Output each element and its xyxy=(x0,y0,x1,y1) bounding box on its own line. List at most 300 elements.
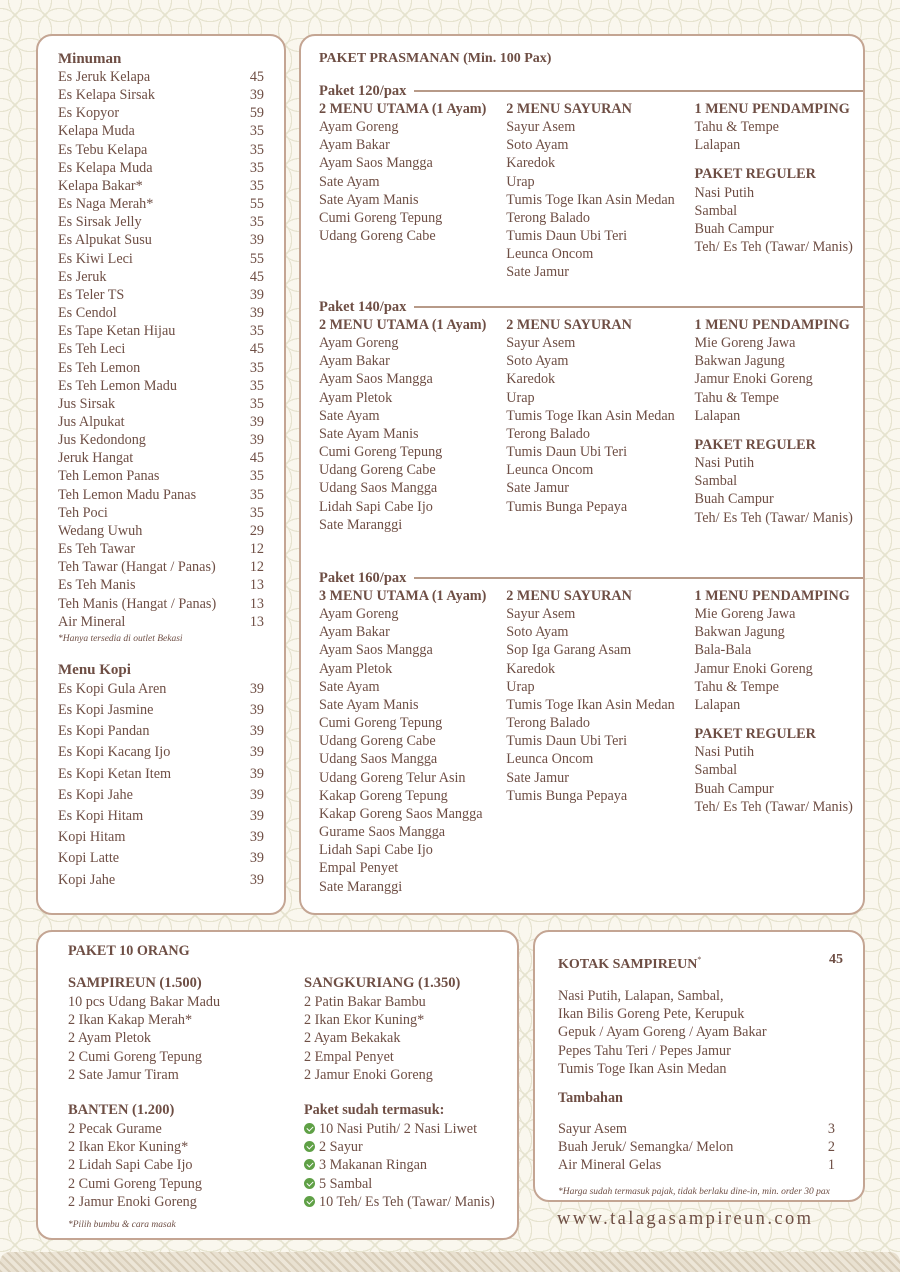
item-price: 3 xyxy=(827,1121,835,1138)
list-item: Sambal xyxy=(694,202,738,219)
list-item xyxy=(58,213,264,231)
included-list xyxy=(304,1120,519,1211)
list-item: Karedok xyxy=(506,155,556,172)
item-name: Es Teler TS xyxy=(58,286,125,303)
menu-sayuran-column xyxy=(506,316,694,534)
list-item xyxy=(58,742,264,763)
kotak-contents xyxy=(558,987,839,1078)
item-price: 39 xyxy=(249,702,264,719)
sampireun-title: SAMPIREUN (1.500) xyxy=(68,975,202,991)
item-name: Es Jeruk xyxy=(58,268,107,285)
item-price: 39 xyxy=(249,232,264,249)
paket10-col-left xyxy=(68,973,298,1211)
list-item: Terong Balado xyxy=(506,425,590,442)
sangkuriang-title: SANGKURIANG (1.350) xyxy=(304,975,461,991)
item-name: Teh Poci xyxy=(58,504,108,521)
list-item xyxy=(58,250,264,268)
menu-pendamping-column xyxy=(695,100,863,282)
menu-sayuran-column xyxy=(506,100,694,282)
list-item: 2 Ikan Ekor Kuning* xyxy=(304,1012,425,1029)
list-item: Karedok xyxy=(506,371,556,388)
menu-pendamping-column xyxy=(695,316,863,534)
list-item: Urap xyxy=(506,173,535,190)
list-item xyxy=(58,431,264,449)
list-item: Buah Campur xyxy=(694,220,774,237)
column-heading: 1 MENU PENDAMPING xyxy=(694,317,850,333)
list-item: Sate Ayam Manis xyxy=(319,425,419,442)
item-name: Es Cendol xyxy=(58,305,117,322)
item-name: Buah Jeruk/ Semangka/ Melon xyxy=(558,1139,734,1156)
item-price: 39 xyxy=(249,432,264,449)
item-price: 13 xyxy=(249,577,264,594)
item-price: 35 xyxy=(249,214,264,231)
item-price: 39 xyxy=(249,744,264,761)
item-name: Es Tape Ketan Hijau xyxy=(58,323,176,340)
list-item: Tumis Daun Ubi Teri xyxy=(506,733,628,750)
list-item xyxy=(58,576,264,594)
item-name: Wedang Uwuh xyxy=(58,522,143,539)
list-item: Lidah Sapi Cabe Ijo xyxy=(319,842,433,859)
item-price: 39 xyxy=(249,305,264,322)
paket10-note: *Pilih bumbu & cara masak xyxy=(68,1220,176,1230)
list-item: Gurame Saos Mangga xyxy=(319,824,446,841)
list-item: Sate Ayam Manis xyxy=(319,191,419,208)
content-line: Pepes Tahu Teri / Pepes Jamur xyxy=(558,1042,731,1059)
list-item: Sayur Asem xyxy=(506,335,576,352)
item-price: 39 xyxy=(249,808,264,825)
list-item: 2 Sate Jamur Tiram xyxy=(68,1066,179,1083)
list-item: Leunca Oncom xyxy=(506,246,594,263)
list-item: Terong Balado xyxy=(506,209,590,226)
list-item xyxy=(304,1120,519,1138)
list-item: Udang Goreng Cabe xyxy=(319,733,436,750)
list-item xyxy=(58,268,264,286)
item-name: Teh Lemon Madu Panas xyxy=(58,486,197,503)
list-item: Jamur Enoki Goreng xyxy=(694,660,813,677)
item-label: 3 Makanan Ringan xyxy=(319,1157,427,1174)
list-item: 2 Ayam Pletok xyxy=(68,1030,152,1047)
list-item xyxy=(58,359,264,377)
column-heading: 3 MENU UTAMA (1 Ayam) xyxy=(319,588,487,604)
list-item: Udang Goreng Cabe xyxy=(319,228,436,245)
list-item xyxy=(58,785,264,806)
item-price: 55 xyxy=(249,250,264,267)
paket-10-orang-panel xyxy=(36,930,519,1240)
minuman-title: Minuman xyxy=(58,51,122,67)
list-item: Tahu & Tempe xyxy=(694,119,779,136)
item-name: Es Kopi Pandan xyxy=(58,723,150,740)
list-item: Udang Saos Mangga xyxy=(319,751,438,768)
tambahan-title: Tambahan xyxy=(558,1090,623,1107)
item-price: 39 xyxy=(249,413,264,430)
banten-list xyxy=(68,1120,298,1211)
list-item xyxy=(58,764,264,785)
list-item xyxy=(58,340,264,358)
list-item: Ayam Bakar xyxy=(319,353,390,370)
kotak-note: *Harga sudah termasuk pajak, tidak berlaku dine-in, min. order 30 pax xyxy=(558,1186,830,1197)
list-item xyxy=(304,1175,519,1193)
list-item xyxy=(58,540,264,558)
list-item: Teh/ Es Teh (Tawar/ Manis) xyxy=(694,798,853,815)
included-title: Paket sudah termasuk: xyxy=(304,1102,445,1119)
list-item: Sate Ayam xyxy=(319,407,380,424)
item-name: Es Sirsak Jelly xyxy=(58,214,142,231)
list-item: Kakap Goreng Tepung xyxy=(319,787,448,804)
item-price: 35 xyxy=(249,395,264,412)
paket-columns xyxy=(319,316,863,534)
list-item: 2 Cumi Goreng Tepung xyxy=(68,1048,202,1065)
list-item xyxy=(558,1138,839,1156)
item-price: 2 xyxy=(827,1139,835,1156)
item-label: 10 Teh/ Es Teh (Tawar/ Manis) xyxy=(319,1193,495,1210)
list-item: Terong Balado xyxy=(506,715,590,732)
list-item: Udang Goreng Cabe xyxy=(319,462,436,479)
list-item: Udang Saos Mangga xyxy=(319,480,438,497)
paket-header xyxy=(319,569,863,587)
list-item: Cumi Goreng Tepung xyxy=(319,715,443,732)
list-item: 2 Jamur Enoki Goreng xyxy=(68,1193,197,1210)
list-item xyxy=(58,721,264,742)
list-item xyxy=(58,68,264,86)
list-item: Buah Campur xyxy=(694,780,774,797)
column-heading: PAKET REGULER xyxy=(694,726,816,743)
list-item: Sambal xyxy=(694,473,738,490)
list-item: Lidah Sapi Cabe Ijo xyxy=(319,498,433,515)
item-name: Es Teh Leci xyxy=(58,341,126,358)
item-label: 2 Sayur xyxy=(319,1139,363,1156)
woven-border-decoration xyxy=(0,1252,900,1272)
list-item: Bala-Bala xyxy=(694,642,752,659)
divider-line xyxy=(414,90,863,92)
list-item: Sate Maranggi xyxy=(319,516,403,533)
list-item: Ayam Saos Mangga xyxy=(319,155,433,172)
item-name: Teh Tawar (Hangat / Panas) xyxy=(58,559,216,576)
list-item: Tumis Toge Ikan Asin Medan xyxy=(506,191,675,208)
item-price: 45 xyxy=(249,268,264,285)
item-name: Es Kopi Kacang Ijo xyxy=(58,744,171,761)
item-name: Kelapa Bakar* xyxy=(58,177,143,194)
list-item: Tumis Toge Ikan Asin Medan xyxy=(506,407,675,424)
content-line: Ikan Bilis Goreng Pete, Kerupuk xyxy=(558,1006,745,1023)
list-item: Teh/ Es Teh (Tawar/ Manis) xyxy=(694,239,853,256)
list-item: Kakap Goreng Saos Mangga xyxy=(319,805,483,822)
item-label: 10 Nasi Putih/ 2 Nasi Liwet xyxy=(319,1121,478,1138)
item-price: 39 xyxy=(249,286,264,303)
item-price: 45 xyxy=(249,450,264,467)
list-item: 10 pcs Udang Bakar Madu xyxy=(68,994,221,1010)
menu-utama-column xyxy=(319,100,506,282)
list-item: Tumis Daun Ubi Teri xyxy=(506,444,628,461)
list-item: Jamur Enoki Goreng xyxy=(694,371,813,388)
item-name: Air Mineral Gelas xyxy=(558,1157,662,1174)
list-item: Ayam Goreng xyxy=(319,335,399,352)
list-item: Nasi Putih xyxy=(694,184,755,201)
list-item: Tumis Bunga Pepaya xyxy=(506,787,628,804)
item-name: Es Kopi Jahe xyxy=(58,786,133,803)
list-item: Bakwan Jagung xyxy=(694,624,785,641)
item-name: Kelapa Muda xyxy=(58,123,135,140)
divider-line xyxy=(414,577,863,579)
menu-pendamping-column xyxy=(695,587,863,896)
list-item xyxy=(558,1120,839,1138)
list-item xyxy=(58,286,264,304)
list-item: Cumi Goreng Tepung xyxy=(319,444,443,461)
paket-160 xyxy=(319,569,863,896)
list-item: Soto Ayam xyxy=(506,353,569,370)
list-item xyxy=(58,195,264,213)
item-name: Es Teh Lemon xyxy=(58,359,141,376)
item-name: Air Mineral xyxy=(58,613,126,630)
list-item: 2 Lidah Sapi Cabe Ijo xyxy=(68,1157,193,1174)
list-item: Soto Ayam xyxy=(506,137,569,154)
column-heading: 1 MENU PENDAMPING xyxy=(694,588,850,604)
menu-sayuran-column xyxy=(506,587,694,896)
item-price: 55 xyxy=(249,196,264,213)
website-url: www.talagasampireun.com xyxy=(557,1209,814,1229)
sampireun-list xyxy=(68,993,298,1084)
paket10-col-right xyxy=(304,973,519,1211)
item-name: Kopi Latte xyxy=(58,850,120,867)
list-item: Lalapan xyxy=(694,696,741,713)
item-price: 39 xyxy=(249,87,264,104)
list-item: 2 Ikan Kakap Merah* xyxy=(68,1012,193,1029)
list-item xyxy=(58,141,264,159)
list-item: Sate Jamur xyxy=(506,769,569,786)
item-price: 29 xyxy=(249,522,264,539)
list-item: Ayam Pletok xyxy=(319,389,393,406)
item-name: Es Jeruk Kelapa xyxy=(58,69,151,85)
item-price: 12 xyxy=(249,559,264,576)
list-item xyxy=(304,1156,519,1174)
item-name: Es Teh Lemon Madu xyxy=(58,377,177,394)
list-item xyxy=(58,806,264,827)
list-item: 2 Ayam Bekakak xyxy=(304,1030,401,1047)
kotak-title: KOTAK SAMPIREUN* xyxy=(558,955,702,972)
list-item: Sate Ayam xyxy=(319,173,380,190)
drink-list xyxy=(58,68,264,631)
list-item: Buah Campur xyxy=(694,491,774,508)
item-name: Es Kopi Ketan Item xyxy=(58,765,172,782)
item-price: 39 xyxy=(249,765,264,782)
list-item xyxy=(58,679,264,700)
list-item xyxy=(58,413,264,431)
column-heading: 2 MENU SAYURAN xyxy=(506,588,632,604)
paket-columns xyxy=(319,100,863,282)
column-heading: 2 MENU UTAMA (1 Ayam) xyxy=(319,317,487,333)
item-price: 13 xyxy=(249,613,264,630)
list-item: Sate Ayam Manis xyxy=(319,696,419,713)
column-heading: 1 MENU PENDAMPING xyxy=(694,101,850,117)
list-item: Ayam Goreng xyxy=(319,119,399,136)
sangkuriang-list xyxy=(304,993,519,1084)
list-item: 2 Ikan Ekor Kuning* xyxy=(68,1139,189,1156)
minuman-panel xyxy=(36,34,286,915)
item-name: Teh Lemon Panas xyxy=(58,468,160,485)
column-heading: 2 MENU SAYURAN xyxy=(506,317,632,333)
list-item xyxy=(58,86,264,104)
item-name: Es Alpukat Susu xyxy=(58,232,152,249)
list-item: 2 Pecak Gurame xyxy=(68,1121,162,1138)
item-price: 35 xyxy=(249,323,264,340)
list-item: 2 Cumi Goreng Tepung xyxy=(68,1175,202,1192)
list-item: Cumi Goreng Tepung xyxy=(319,209,443,226)
list-item xyxy=(58,613,264,631)
item-label: 5 Sambal xyxy=(319,1175,373,1192)
item-price: 59 xyxy=(249,105,264,122)
paket-label: Paket 160/pax xyxy=(319,569,407,586)
list-item xyxy=(58,449,264,467)
prasmanan-title: PAKET PRASMANAN (Min. 100 Pax) xyxy=(319,51,552,66)
item-name: Sayur Asem xyxy=(558,1121,627,1138)
list-item: Tumis Bunga Pepaya xyxy=(506,498,628,515)
list-item xyxy=(58,122,264,140)
check-circle-icon xyxy=(304,1159,315,1170)
item-name: Es Naga Merah* xyxy=(58,196,154,213)
item-name: Es Kopyor xyxy=(58,105,120,122)
kopi-title: Menu Kopi xyxy=(58,661,131,678)
paket-label: Paket 120/pax xyxy=(319,82,407,99)
kopi-list xyxy=(58,679,264,891)
item-price: 35 xyxy=(249,504,264,521)
list-item: 2 Jamur Enoki Goreng xyxy=(304,1066,433,1083)
list-item: Sambal xyxy=(694,762,738,779)
list-item: Lalapan xyxy=(694,137,741,154)
kotak-price: 45 xyxy=(829,952,843,967)
paket10-title: PAKET 10 ORANG xyxy=(68,943,190,959)
menu-utama-column xyxy=(319,316,506,534)
list-item: Mie Goreng Jawa xyxy=(694,606,796,623)
check-circle-icon xyxy=(304,1196,315,1207)
item-name: Es Kelapa Sirsak xyxy=(58,87,155,104)
item-price: 45 xyxy=(249,69,264,85)
item-price: 35 xyxy=(249,486,264,503)
kotak-sampireun-panel xyxy=(533,930,865,1202)
check-circle-icon xyxy=(304,1123,315,1134)
paket-header xyxy=(319,82,863,100)
column-heading: PAKET REGULER xyxy=(694,166,816,183)
content-line: Nasi Putih, Lalapan, Sambal, xyxy=(558,988,724,1004)
item-name: Kopi Hitam xyxy=(58,829,126,846)
menu-utama-column xyxy=(319,587,506,896)
item-price: 35 xyxy=(249,359,264,376)
list-item xyxy=(58,486,264,504)
divider-line xyxy=(414,306,863,308)
list-item: Teh/ Es Teh (Tawar/ Manis) xyxy=(694,509,853,526)
list-item xyxy=(304,1193,519,1211)
list-item xyxy=(58,159,264,177)
item-name: Jus Sirsak xyxy=(58,395,116,412)
list-item: Ayam Saos Mangga xyxy=(319,642,433,659)
item-name: Es Teh Manis xyxy=(58,577,136,594)
list-item xyxy=(558,1156,839,1174)
content-line: Gepuk / Ayam Goreng / Ayam Bakar xyxy=(558,1024,767,1041)
list-item xyxy=(58,870,264,891)
list-item xyxy=(58,395,264,413)
item-name: Es Kopi Gula Aren xyxy=(58,680,167,697)
list-item: Empal Penyet xyxy=(319,860,399,877)
column-heading: 2 MENU SAYURAN xyxy=(506,101,632,117)
list-item: Udang Goreng Telur Asin xyxy=(319,769,466,786)
item-price: 35 xyxy=(249,468,264,485)
paket-header xyxy=(319,298,863,316)
list-item: Nasi Putih xyxy=(694,744,755,761)
column-heading: 2 MENU UTAMA (1 Ayam) xyxy=(319,101,487,117)
list-item: Tahu & Tempe xyxy=(694,389,779,406)
item-name: Es Tebu Kelapa xyxy=(58,141,148,158)
list-item: Urap xyxy=(506,389,535,406)
list-item: Soto Ayam xyxy=(506,624,569,641)
item-price: 35 xyxy=(249,159,264,176)
list-item: Ayam Saos Mangga xyxy=(319,371,433,388)
list-item: Ayam Bakar xyxy=(319,624,390,641)
list-item: Lalapan xyxy=(694,407,741,424)
item-price: 35 xyxy=(249,141,264,158)
list-item: Ayam Goreng xyxy=(319,606,399,623)
list-item: 2 Empal Penyet xyxy=(304,1048,394,1065)
list-item: Sayur Asem xyxy=(506,606,576,623)
list-item: Karedok xyxy=(506,660,556,677)
list-item: Ayam Bakar xyxy=(319,137,390,154)
minuman-note: *Hanya tersedia di outlet Bekasi xyxy=(58,633,183,644)
list-item xyxy=(304,1138,519,1156)
item-price: 12 xyxy=(249,541,264,558)
item-price: 35 xyxy=(249,377,264,394)
item-price: 39 xyxy=(249,680,264,697)
prasmanan-panel xyxy=(299,34,865,915)
list-item xyxy=(58,522,264,540)
list-item xyxy=(58,177,264,195)
item-price: 39 xyxy=(249,850,264,867)
paket-columns xyxy=(319,587,863,896)
list-item xyxy=(58,504,264,522)
item-name: Es Teh Tawar xyxy=(58,541,136,558)
list-item xyxy=(58,377,264,395)
list-item: Tahu & Tempe xyxy=(694,678,779,695)
item-price: 35 xyxy=(249,177,264,194)
list-item xyxy=(58,848,264,869)
item-name: Teh Manis (Hangat / Panas) xyxy=(58,595,217,612)
item-name: Jeruk Hangat xyxy=(58,450,134,467)
list-item: Sayur Asem xyxy=(506,119,576,136)
item-name: Kopi Jahe xyxy=(58,871,116,888)
list-item: Urap xyxy=(506,678,535,695)
item-price: 39 xyxy=(249,829,264,846)
item-price: 39 xyxy=(249,786,264,803)
list-item: Sate Ayam xyxy=(319,678,380,695)
list-item xyxy=(58,827,264,848)
list-item xyxy=(58,104,264,122)
paket-120 xyxy=(319,82,863,282)
check-circle-icon xyxy=(304,1141,315,1152)
item-price: 39 xyxy=(249,723,264,740)
item-name: Jus Alpukat xyxy=(58,413,125,430)
list-item xyxy=(58,231,264,249)
tambahan-list xyxy=(558,1120,839,1175)
banten-title: BANTEN (1.200) xyxy=(68,1102,175,1119)
item-name: Es Kopi Jasmine xyxy=(58,702,154,719)
list-item: Tumis Toge Ikan Asin Medan xyxy=(506,696,675,713)
list-item xyxy=(58,322,264,340)
content-line: Tumis Toge Ikan Asin Medan xyxy=(558,1060,727,1077)
item-name: Es Kiwi Leci xyxy=(58,250,133,267)
list-item xyxy=(58,558,264,576)
item-price: 13 xyxy=(249,595,264,612)
list-item xyxy=(58,700,264,721)
list-item xyxy=(58,595,264,613)
list-item: Leunca Oncom xyxy=(506,751,594,768)
check-circle-icon xyxy=(304,1178,315,1189)
paket-label: Paket 140/pax xyxy=(319,298,407,315)
